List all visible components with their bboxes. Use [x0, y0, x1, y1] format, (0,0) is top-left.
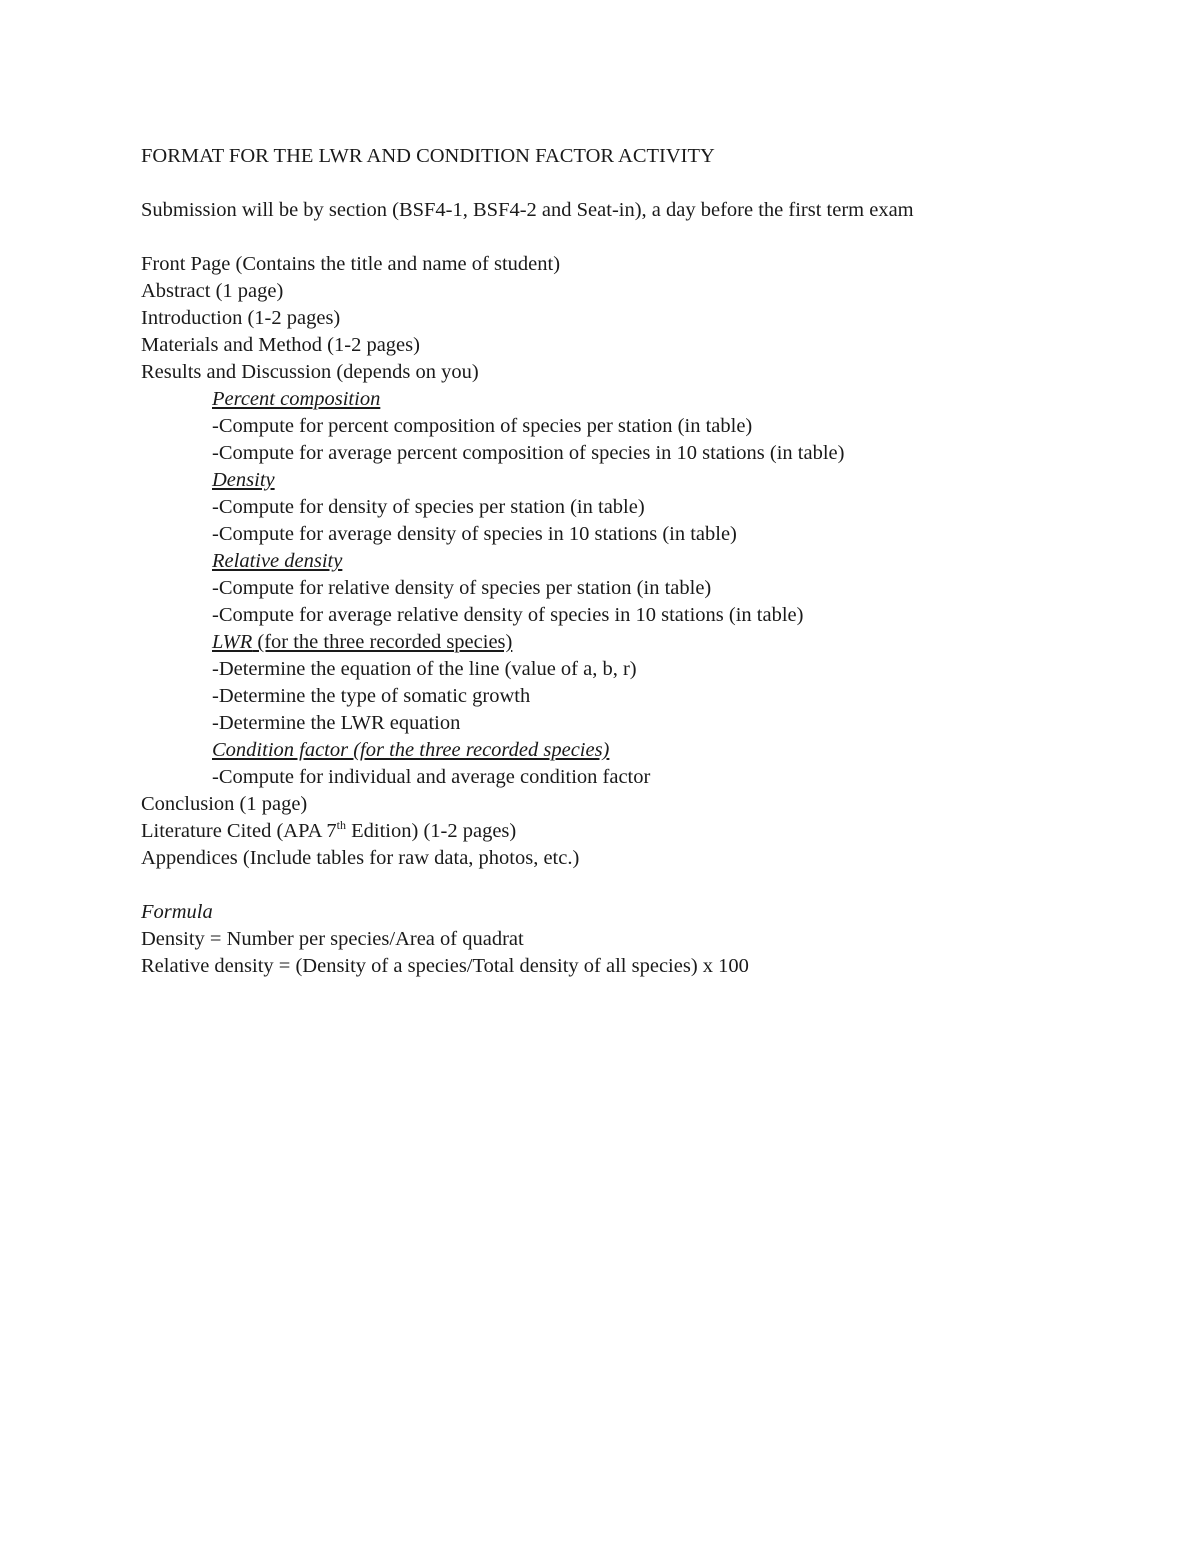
spacer — [141, 872, 1141, 899]
subheading-text: Density — [212, 469, 275, 491]
formula-relative-density: Relative density = (Density of a species/Total density of all species) x 100 — [141, 955, 749, 977]
formula-heading: Formula — [141, 901, 213, 923]
subheading-text: Relative density — [212, 550, 343, 572]
document-body — [141, 143, 1141, 980]
superscript: th — [336, 818, 347, 832]
lwr-abbrev: LWR — [212, 631, 253, 653]
literature-text: Edition) (1-2 pages) — [346, 820, 517, 842]
subheading-relative-density — [141, 548, 1141, 575]
literature-text: Literature Cited (APA 7 — [141, 820, 337, 842]
section-conclusion: Conclusion (1 page) — [141, 793, 308, 815]
subheading-text: Condition factor (for the three recorded species) — [212, 739, 610, 761]
subheading-density — [141, 467, 1141, 494]
subheading-lwr — [141, 629, 1141, 656]
list-item: -Compute for average density of species in 10 stations (in table) — [212, 523, 737, 545]
spacer — [141, 170, 1141, 197]
section-materials: Materials and Method (1-2 pages) — [141, 334, 420, 356]
formula-density: Density = Number per species/Area of quadrat — [141, 928, 524, 950]
subheading-condition-factor — [141, 737, 1141, 764]
list-item: -Compute for density of species per station (in table) — [212, 496, 645, 518]
list-item: -Compute for percent composition of species per station (in table) — [212, 415, 753, 437]
subheading-text: Percent composition — [212, 388, 381, 410]
subheading-text — [212, 631, 512, 653]
list-item: -Compute for relative density of species per station (in table) — [212, 577, 712, 599]
list-item: -Determine the type of somatic growth — [212, 685, 531, 707]
spacer — [141, 224, 1141, 251]
list-item: -Compute for average percent composition of species in 10 stations (in table) — [212, 442, 845, 464]
list-item: -Compute for individual and average condition factor — [212, 766, 651, 788]
section-front-page: Front Page (Contains the title and name of student) — [141, 253, 561, 275]
section-results: Results and Discussion (depends on you) — [141, 361, 479, 383]
lwr-qualifier: (for the three recorded species) — [252, 631, 513, 653]
section-introduction: Introduction (1-2 pages) — [141, 307, 341, 329]
section-literature-cited — [141, 818, 1141, 845]
submission-note: Submission will be by section (BSF4-1, BSF4-2 and Seat-in), a day before the first term exam — [141, 199, 914, 221]
list-item: -Determine the LWR equation — [212, 712, 461, 734]
document-title: FORMAT FOR THE LWR AND CONDITION FACTOR ACTIVITY — [141, 145, 715, 167]
list-item: -Determine the equation of the line (value of a, b, r) — [212, 658, 637, 680]
subheading-percent-composition — [141, 386, 1141, 413]
section-abstract: Abstract (1 page) — [141, 280, 284, 302]
list-item: -Compute for average relative density of species in 10 stations (in table) — [212, 604, 804, 626]
section-appendices: Appendices (Include tables for raw data, photos, etc.) — [141, 847, 580, 869]
